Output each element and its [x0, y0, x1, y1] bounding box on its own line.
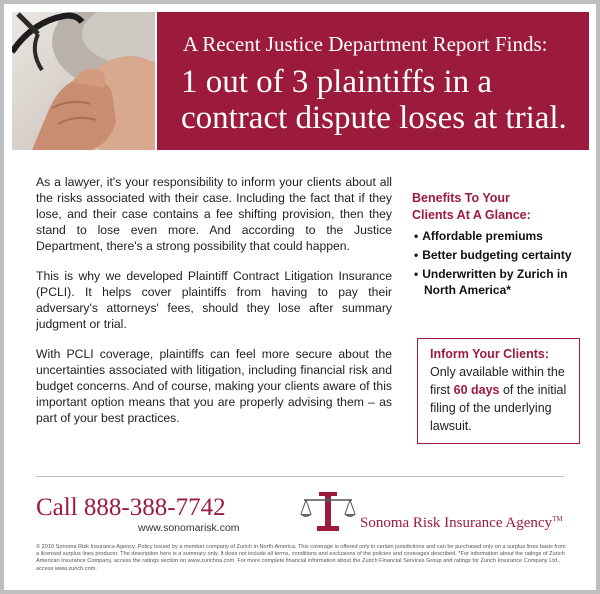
inform-text: of the initial filing of the underlying lawsuit. [430, 383, 567, 433]
benefits-title [412, 190, 587, 224]
website-link[interactable]: www.sonomarisk.com [138, 522, 240, 534]
scales-of-justice-logo [300, 488, 356, 536]
agency-name [360, 515, 563, 532]
benefit-item: • Affordable premiums [412, 228, 587, 244]
scales-icon [300, 488, 356, 536]
inform-text: Only available within the first [430, 365, 565, 397]
man-holding-glasses-photo [12, 12, 155, 150]
photo-illustration [12, 12, 155, 150]
fine-print: © 2010 Sonoma Risk Insurance Agency. Policy issued by a member company of Zurich in North America. This coverage is offered only in certain jurisdictions and can be purchased only on a surplus lines basis from a licensed surplus lines producer. The description here is a summary only. It does not include all terms, conditions and exclusions of the policies and coverages described. *For information about the ratings of Zurich American Insurance Company, access the ratings section on www.zurichna.com. For more complete financial information about the Zurich Financial Services Group and ratings for Zurich Insurance Company Ltd., access www.zurich.com. [36, 544, 566, 572]
benefits-list [412, 228, 587, 298]
body-paragraph: With PCLI coverage, plaintiffs can feel more secure about the uncertainties associated with litigation, including financial risk and budget concerns. And of course, making your clients aware of this important option means that you are properly advising them – as part of your best practices. [36, 347, 392, 425]
body-paragraph: This is why we developed Plaintiff Contract Litigation Insurance (PCLI). It helps cover plaintiffs from having to pay their adversary's attorneys' fees, should they lose after summary judgment or trial. [36, 269, 392, 331]
benefit-item: • Underwritten by Zurich in North America* [412, 266, 587, 298]
headline-banner [157, 12, 589, 150]
ad-card [4, 4, 596, 590]
benefits-panel [412, 190, 587, 301]
benefit-item: • Better budgeting certainty [412, 247, 587, 263]
agency-name-text: Sonoma Risk Insurance Agency [360, 515, 553, 531]
benefits-title-line: Clients At A Glance: [412, 208, 531, 222]
banner-kicker: A Recent Justice Department Report Finds: [183, 32, 548, 56]
inform-clients-box [417, 338, 580, 444]
trademark-mark: TM [552, 515, 563, 523]
body-copy [36, 174, 392, 440]
banner-headline: 1 out of 3 plaintiffs in a contract dispute loses at trial. [181, 64, 567, 136]
footer-divider [36, 476, 564, 477]
benefits-title-line: Benefits To Your [412, 191, 510, 205]
inform-title: Inform Your Clients: [430, 347, 549, 361]
phone-number[interactable]: Call 888-388-7742 [36, 494, 226, 521]
body-paragraph: As a lawyer, it's your responsibility to inform your clients about all the risks associated with their case. Including the fact that if they lose, and their case contains a fee shifting provision, then they stand to lose even more. And according to the Justice Department, there's a strong possibility that could happen. [36, 175, 392, 253]
inform-highlight: 60 days [453, 383, 500, 397]
